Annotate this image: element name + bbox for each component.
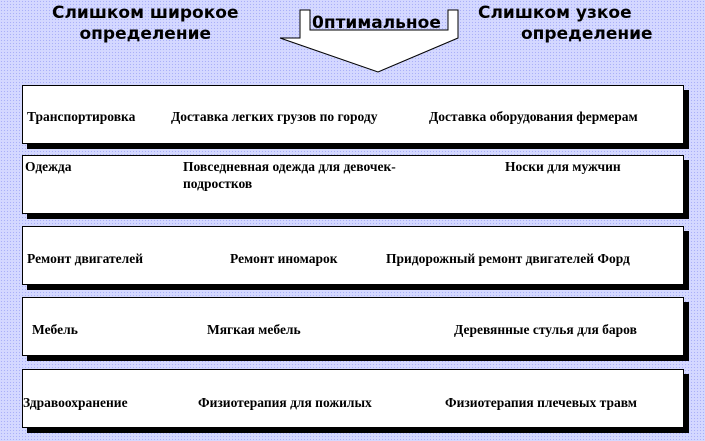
broad-cell: Транспортировка [27,109,136,124]
optimal-cell: Физиотерапия для пожилых [198,395,372,410]
row-box [22,85,684,144]
broad-cell: Мебель [32,322,78,337]
too-broad-heading-line1: Слишком широкое [52,3,239,23]
row-box [22,226,684,285]
broad-cell: Ремонт двигателей [27,251,144,266]
optimal-cell: Ремонт иномарок [230,251,338,266]
broad-cell: Одежда [25,159,72,174]
narrow-cell: Доставка оборудования фермерам [429,109,638,124]
too-broad-heading-line2: определение [79,24,212,44]
narrow-cell: Деревянные стулья для баров [454,322,637,337]
row-box [22,155,684,214]
too-narrow-heading [478,3,653,45]
optimal-heading: 0птимальное [312,13,441,33]
row-box [22,369,684,428]
too-narrow-heading-line1: Слишком узкое [478,3,632,23]
too-narrow-heading-line2: определение [521,24,653,44]
narrow-cell: Физиотерапия плечевых травм [445,395,637,410]
narrow-cell: Носки для мужчин [505,159,621,174]
optimal-cell: Повседневная одежда для девочек-подростков [183,159,396,191]
row-box [22,297,684,356]
narrow-cell: Придорожный ремонт двигателей Форд [386,251,630,266]
broad-cell: Здравоохранение [23,395,128,410]
optimal-cell: Доставка легких грузов по городу [171,109,378,124]
optimal-cell: Мягкая мебель [207,322,301,337]
